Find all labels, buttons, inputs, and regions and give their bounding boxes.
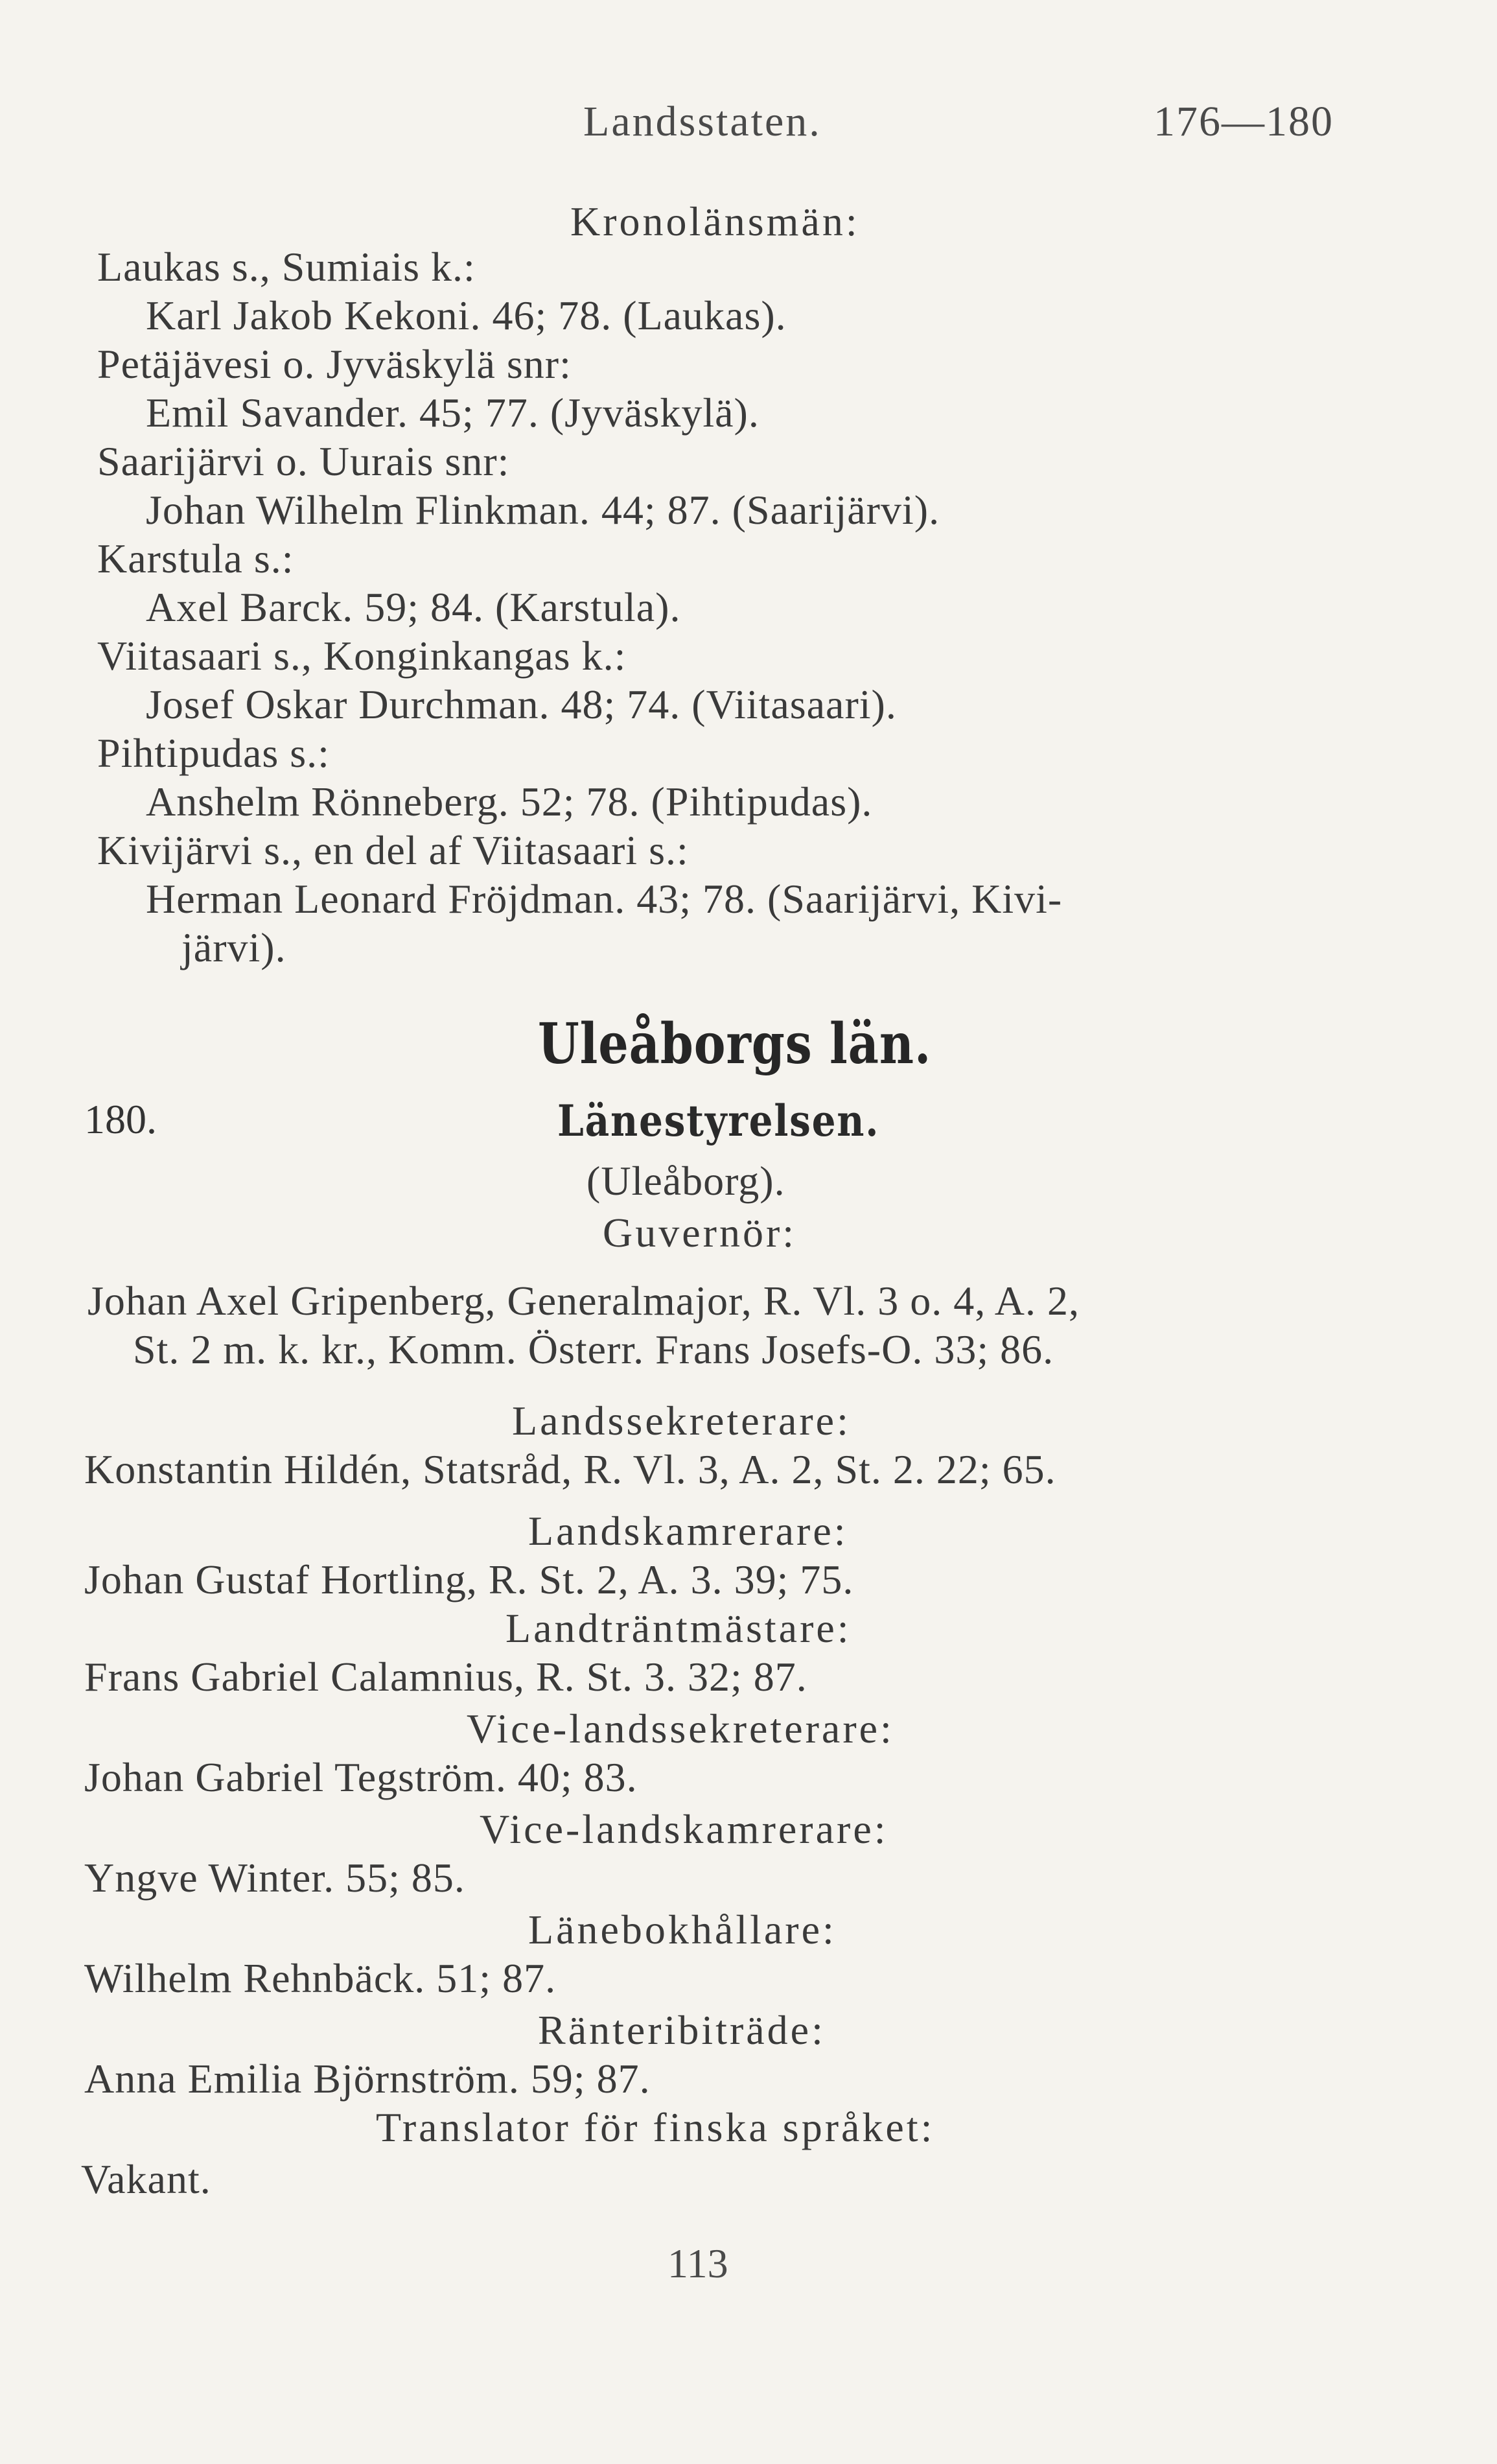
entry-text: Vakant.	[81, 2156, 211, 2202]
running-header-title: Landsstaten.	[583, 98, 822, 145]
official-line: Anshelm Rönneberg. 52; 78. (Pihtipudas).	[146, 779, 873, 825]
district-line: Saarijärvi o. Uurais snr:	[97, 438, 510, 484]
entry-heading: Translator för finska språket:	[376, 2104, 935, 2150]
entry-heading: Vice-landskamrerare:	[480, 1806, 888, 1852]
entry-text: Konstantin Hildén, Statsråd, R. Vl. 3, A. 2, St. 2. 22; 65.	[84, 1446, 1056, 1492]
entry-text: Johan Gabriel Tegström. 40; 83.	[84, 1754, 638, 1800]
official-line: Herman Leonard Fröjdman. 43; 78. (Saarijärvi, Kivi-	[146, 876, 1063, 922]
official-line-continuation: järvi).	[181, 924, 286, 970]
entry-heading: Länebokhållare:	[528, 1907, 837, 1953]
entry-heading: Vice-landssekreterare:	[467, 1706, 894, 1752]
guvernor-heading: Guvernör:	[603, 1210, 797, 1256]
running-header-page-range: 176—180	[1154, 98, 1334, 145]
entry-text: Johan Gustaf Hortling, R. St. 2, A. 3. 39; 75.	[84, 1556, 854, 1602]
page-number: 113	[667, 2240, 728, 2286]
section-title: Uleåborgs län.	[538, 1011, 932, 1077]
entry-heading: Landskamrerare:	[528, 1508, 848, 1554]
guvernor-line: St. 2 m. k. kr., Komm. Österr. Frans Josefs-O. 33; 86.	[133, 1326, 1054, 1372]
section-number: 180.	[84, 1096, 157, 1142]
entry-text: Wilhelm Rehnbäck. 51; 87.	[84, 1955, 557, 2001]
subsection-title: Länestyrelsen.	[557, 1096, 880, 1146]
entry-heading: Ränteribiträde:	[538, 2007, 826, 2053]
entry-text: Frans Gabriel Calamnius, R. St. 3. 32; 87.	[84, 1654, 807, 1700]
district-line: Viitasaari s., Konginkangas k.:	[97, 633, 627, 679]
official-line: Axel Barck. 59; 84. (Karstula).	[146, 584, 681, 630]
guvernor-line: Johan Axel Gripenberg, Generalmajor, R. Vl. 3 o. 4, A. 2,	[87, 1278, 1080, 1324]
district-line: Kivijärvi s., en del af Viitasaari s.:	[97, 827, 689, 873]
district-line: Karstula s.:	[97, 535, 294, 581]
official-line: Karl Jakob Kekoni. 46; 78. (Laukas).	[146, 292, 787, 338]
district-line: Laukas s., Sumiais k.:	[97, 244, 476, 290]
entry-text: Yngve Winter. 55; 85.	[84, 1855, 465, 1901]
entry-heading: Landssekreterare:	[512, 1398, 851, 1444]
official-line: Johan Wilhelm Flinkman. 44; 87. (Saarijärvi).	[146, 487, 940, 533]
official-line: Josef Oskar Durchman. 48; 74. (Viitasaari).	[146, 681, 897, 727]
entry-text: Anna Emilia Björnström. 59; 87.	[84, 2056, 651, 2102]
district-line: Pihtipudas s.:	[97, 730, 330, 776]
district-line: Petäjävesi o. Jyväskylä snr:	[97, 341, 572, 387]
official-line: Emil Savander. 45; 77. (Jyväskylä).	[146, 390, 760, 436]
entry-heading: Landträntmästare:	[505, 1605, 852, 1651]
location-line: (Uleåborg).	[586, 1158, 785, 1204]
kronolansman-heading: Kronolänsmän:	[570, 198, 860, 244]
